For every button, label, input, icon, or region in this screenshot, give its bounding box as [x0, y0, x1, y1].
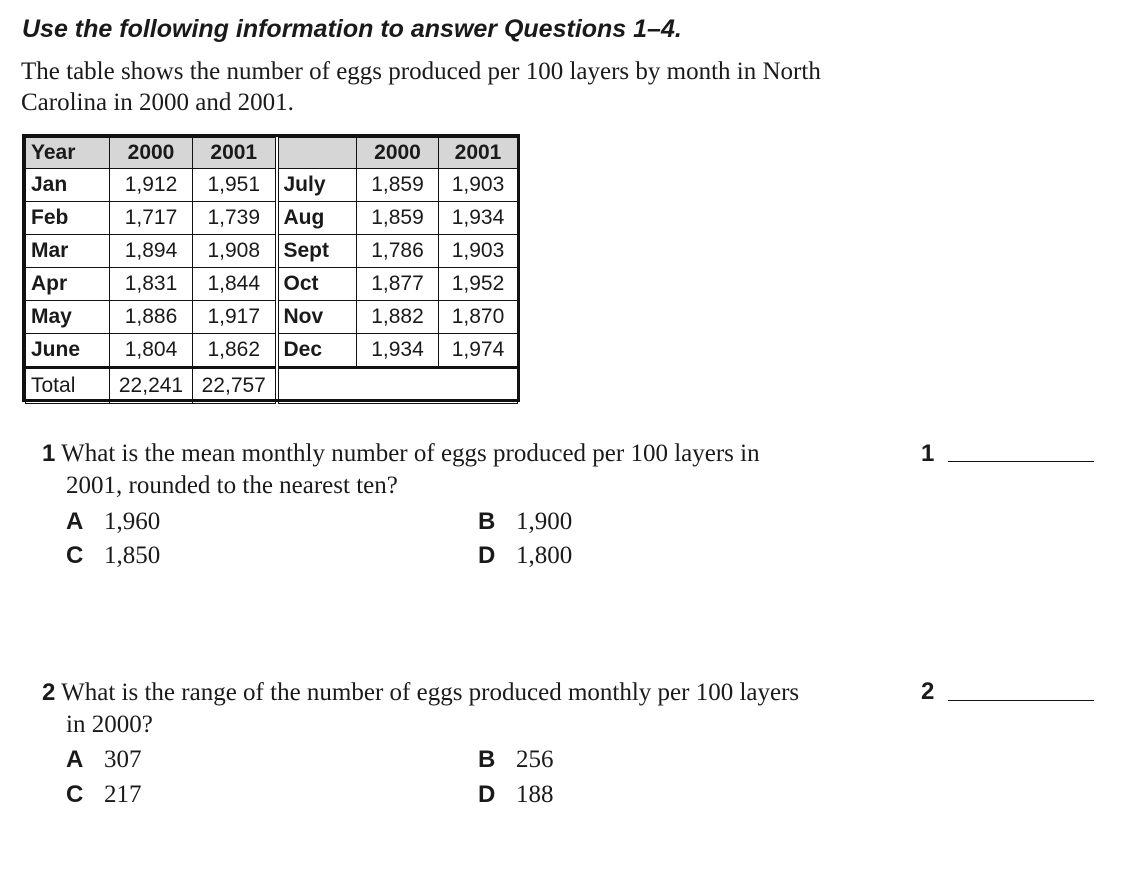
table-header-row — [26, 138, 518, 169]
value-cell: 1,882 — [357, 301, 439, 334]
question-text-line2: 2001, rounded to the nearest ten? — [66, 472, 398, 499]
question-text-line1: What is the range of the number of eggs produced monthly per 100 layers — [61, 679, 800, 706]
value-cell: 1,903 — [439, 235, 518, 268]
value-cell: 1,859 — [357, 169, 439, 202]
header-cell: 2000 — [110, 138, 193, 169]
choice-a[interactable] — [66, 746, 142, 774]
choice-letter: B — [478, 508, 496, 535]
table-row — [26, 301, 518, 334]
choice-letter: D — [478, 781, 496, 808]
month-cell: Aug — [277, 202, 357, 235]
total-value-cell: 22,757 — [193, 368, 277, 404]
question-1 — [42, 438, 902, 502]
month-cell: June — [26, 334, 110, 368]
header-cell — [277, 138, 357, 169]
question-number: 1 — [42, 440, 56, 467]
choice-text: 217 — [104, 781, 142, 808]
value-cell: 1,903 — [439, 169, 518, 202]
intro-text: The table shows the number of eggs produced per 100 layers by month in North Carolina in 2000 and 2001. — [21, 58, 821, 116]
choice-c[interactable] — [66, 542, 160, 570]
choice-text: 188 — [516, 781, 554, 808]
month-cell: Dec — [277, 334, 357, 368]
value-cell: 1,912 — [110, 169, 193, 202]
value-cell: 1,859 — [357, 202, 439, 235]
month-cell: Feb — [26, 202, 110, 235]
answer-blank-2[interactable] — [948, 700, 1094, 701]
choice-d[interactable] — [478, 542, 572, 570]
value-cell: 1,894 — [110, 235, 193, 268]
choice-letter: B — [478, 746, 496, 773]
header-cell: 2000 — [357, 138, 439, 169]
question-2 — [42, 677, 902, 741]
table-row — [26, 169, 518, 202]
month-cell: Oct — [277, 268, 357, 301]
table-row — [26, 202, 518, 235]
answer-label-1: 1 — [921, 440, 935, 467]
total-empty-cell — [277, 368, 518, 404]
month-cell: Jan — [26, 169, 110, 202]
value-cell: 1,862 — [193, 334, 277, 368]
total-label-cell: Total — [26, 368, 110, 404]
choice-letter: C — [66, 542, 84, 569]
value-cell: 1,717 — [110, 202, 193, 235]
value-cell: 1,786 — [357, 235, 439, 268]
value-cell: 1,870 — [439, 301, 518, 334]
choice-text: 1,850 — [104, 542, 161, 569]
eggs-table-frame — [22, 134, 520, 402]
question-text-line2: in 2000? — [66, 711, 153, 738]
choice-letter: A — [66, 746, 84, 773]
value-cell: 1,844 — [193, 268, 277, 301]
value-cell: 1,831 — [110, 268, 193, 301]
question-number: 2 — [42, 679, 56, 706]
choice-text: 1,960 — [104, 508, 161, 535]
value-cell: 1,974 — [439, 334, 518, 368]
choice-text: 256 — [516, 746, 554, 773]
choice-b[interactable] — [478, 508, 572, 536]
choice-letter: A — [66, 508, 84, 535]
choice-text: 307 — [104, 746, 142, 773]
choice-letter: C — [66, 781, 84, 808]
section-heading: Use the following information to answer Questions 1–4. — [22, 15, 682, 43]
value-cell: 1,804 — [110, 334, 193, 368]
choice-text: 1,800 — [516, 542, 573, 569]
header-cell: 2001 — [193, 138, 277, 169]
choice-a[interactable] — [66, 508, 160, 536]
value-cell: 1,934 — [439, 202, 518, 235]
value-cell: 1,877 — [357, 268, 439, 301]
table-row — [26, 268, 518, 301]
table-row — [26, 235, 518, 268]
question-text-line1: What is the mean monthly number of eggs produced per 100 layers in — [61, 440, 760, 467]
choice-c[interactable] — [66, 781, 142, 809]
month-cell: May — [26, 301, 110, 334]
answer-label-2: 2 — [921, 678, 935, 705]
choice-b[interactable] — [478, 746, 554, 774]
value-cell: 1,934 — [357, 334, 439, 368]
header-cell: Year — [26, 138, 110, 169]
month-cell: July — [277, 169, 357, 202]
value-cell: 1,917 — [193, 301, 277, 334]
value-cell: 1,886 — [110, 301, 193, 334]
choice-letter: D — [478, 542, 496, 569]
value-cell: 1,739 — [193, 202, 277, 235]
eggs-table — [25, 137, 518, 404]
header-cell: 2001 — [439, 138, 518, 169]
value-cell: 1,908 — [193, 235, 277, 268]
value-cell: 1,951 — [193, 169, 277, 202]
table-row — [26, 334, 518, 368]
month-cell: Sept — [277, 235, 357, 268]
table-total-row — [26, 368, 518, 404]
month-cell: Mar — [26, 235, 110, 268]
value-cell: 1,952 — [439, 268, 518, 301]
month-cell: Nov — [277, 301, 357, 334]
choice-text: 1,900 — [516, 508, 573, 535]
month-cell: Apr — [26, 268, 110, 301]
answer-blank-1[interactable] — [948, 461, 1094, 462]
total-value-cell: 22,241 — [110, 368, 193, 404]
choice-d[interactable] — [478, 781, 554, 809]
